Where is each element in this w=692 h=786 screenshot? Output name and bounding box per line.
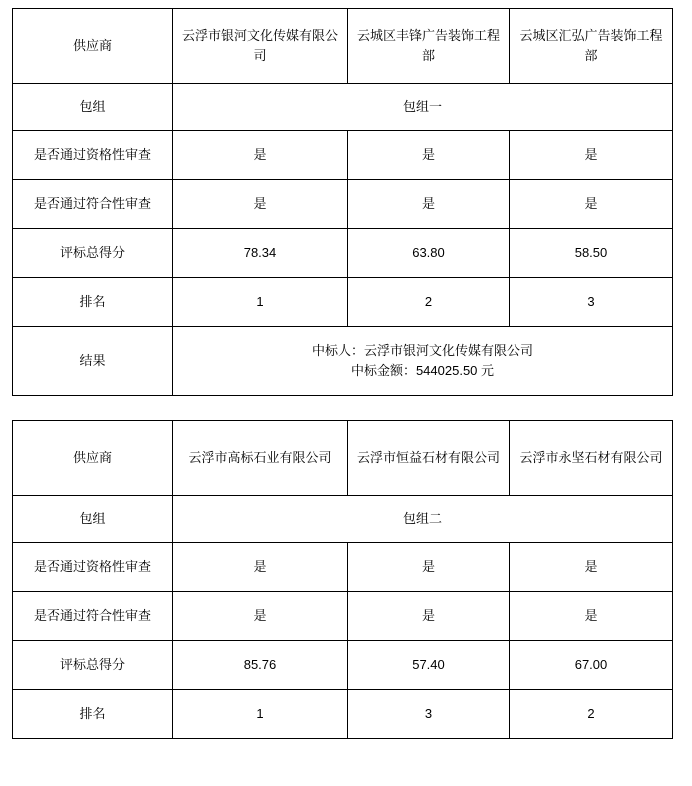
group-value: 包组一 xyxy=(173,84,673,131)
rank-value-1: 1 xyxy=(173,690,348,739)
result-winner: 中标人：云浮市银河文化传媒有限公司 xyxy=(311,342,533,358)
score-value-3: 67.00 xyxy=(510,641,673,690)
compliance-value-1: 是 xyxy=(173,180,348,229)
compliance-value-3: 是 xyxy=(510,592,673,641)
table-row-rank xyxy=(13,278,673,327)
qualification-value-2: 是 xyxy=(348,131,510,180)
rank-value-1: 1 xyxy=(173,278,348,327)
compliance-value-2: 是 xyxy=(348,592,510,641)
table-row-supplier xyxy=(13,421,673,496)
table-row-compliance xyxy=(13,180,673,229)
score-value-3: 58.50 xyxy=(510,229,673,278)
compliance-value-2: 是 xyxy=(348,180,510,229)
score-value-2: 57.40 xyxy=(348,641,510,690)
rank-value-2: 2 xyxy=(348,278,510,327)
row-label-supplier: 供应商 xyxy=(13,9,173,84)
compliance-value-3: 是 xyxy=(510,180,673,229)
row-label-supplier: 供应商 xyxy=(13,421,173,496)
qualification-value-1: 是 xyxy=(173,131,348,180)
rank-value-3: 2 xyxy=(510,690,673,739)
rank-value-2: 3 xyxy=(348,690,510,739)
qualification-value-3: 是 xyxy=(510,131,673,180)
row-label-qualification: 是否通过资格性审查 xyxy=(13,131,173,180)
table-row-group xyxy=(13,496,673,543)
row-label-compliance: 是否通过符合性审查 xyxy=(13,180,173,229)
row-label-rank: 排名 xyxy=(13,278,173,327)
row-label-group: 包组 xyxy=(13,496,173,543)
group-value: 包组二 xyxy=(173,496,673,543)
table-row-qualification xyxy=(13,131,673,180)
row-label-score: 评标总得分 xyxy=(13,641,173,690)
table-row-score xyxy=(13,641,673,690)
qualification-value-3: 是 xyxy=(510,543,673,592)
row-label-compliance: 是否通过符合性审查 xyxy=(13,592,173,641)
supplier-name-3: 云城区汇弘广告装饰工程部 xyxy=(510,9,673,84)
bid-result-table-package-two xyxy=(12,420,673,739)
table-row-qualification xyxy=(13,543,673,592)
table-row-group xyxy=(13,84,673,131)
table-row-supplier xyxy=(13,9,673,84)
supplier-name-2: 云浮市恒益石材有限公司 xyxy=(348,421,510,496)
qualification-value-2: 是 xyxy=(348,543,510,592)
row-label-group: 包组 xyxy=(13,84,173,131)
result-amount: 中标金额：544025.50 元 xyxy=(350,363,495,378)
row-label-qualification: 是否通过资格性审查 xyxy=(13,543,173,592)
rank-value-3: 3 xyxy=(510,278,673,327)
row-label-score: 评标总得分 xyxy=(13,229,173,278)
table-row-compliance xyxy=(13,592,673,641)
qualification-value-1: 是 xyxy=(173,543,348,592)
table-row-rank xyxy=(13,690,673,739)
table-row-result xyxy=(13,327,673,396)
row-label-rank: 排名 xyxy=(13,690,173,739)
result-cell xyxy=(173,327,673,396)
score-value-1: 78.34 xyxy=(173,229,348,278)
supplier-name-2: 云城区丰锋广告装饰工程部 xyxy=(348,9,510,84)
score-value-2: 63.80 xyxy=(348,229,510,278)
score-value-1: 85.76 xyxy=(173,641,348,690)
supplier-name-1: 云浮市银河文化传媒有限公司 xyxy=(173,9,348,84)
bid-result-table-package-one xyxy=(12,8,673,396)
table-row-score xyxy=(13,229,673,278)
row-label-result: 结果 xyxy=(13,327,173,396)
compliance-value-1: 是 xyxy=(173,592,348,641)
supplier-name-3: 云浮市永坚石材有限公司 xyxy=(510,421,673,496)
supplier-name-1: 云浮市高标石业有限公司 xyxy=(173,421,348,496)
